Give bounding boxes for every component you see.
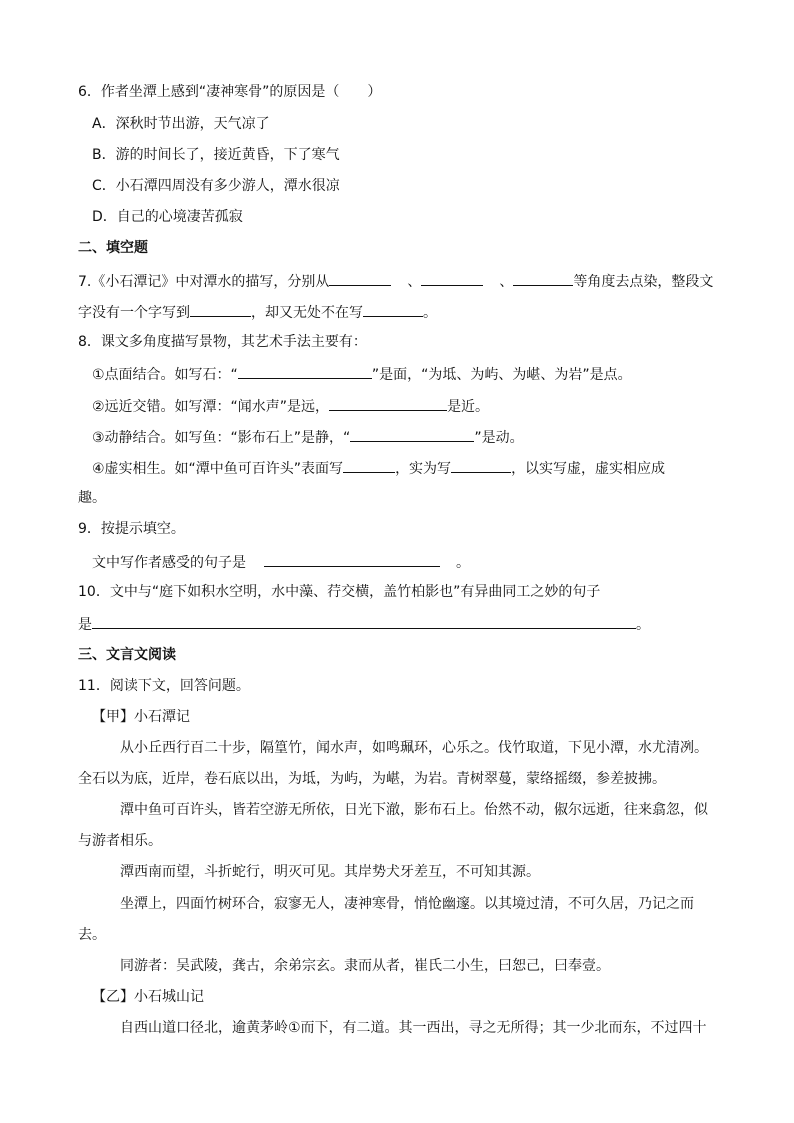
passage-yi-title: 【乙】小石城山记 xyxy=(92,989,204,1005)
q6-stem: 6．作者坐潭上感到“凄神寒骨”的原因是（ ） xyxy=(78,84,382,100)
q6-option-c: C．小石潭四周没有多少游人，潭水很凉 xyxy=(92,178,340,194)
q8-blank-5[interactable] xyxy=(451,459,511,473)
q11-stem: 11．阅读下文，回答问题。 xyxy=(78,678,250,694)
q7-text-4: ，却又无处不在写 xyxy=(251,305,363,321)
q8-item-4-text-c: ，以实写虚，虚实相应成 xyxy=(511,461,666,477)
q8-item-3-text-b: ”是动。 xyxy=(474,430,524,446)
q6-option-b: B．游的时间长了，接近黄昏，下了寒气 xyxy=(92,147,340,163)
q6-option-a: A．深秋时节出游，天气凉了 xyxy=(92,116,270,132)
q7-text-1: 7.《小石潭记》中对潭水的描写，分别从 xyxy=(78,274,330,290)
q7-blank-2[interactable] xyxy=(421,272,483,286)
q7-line2 xyxy=(78,303,437,321)
q8-item-2 xyxy=(92,397,489,415)
q10-stem: 10．文中与“庭下如积水空明，水中藻、荇交横，盖竹柏影也”有异曲同工之妙的句子 xyxy=(78,584,601,600)
q7-text-2: 等角度去点染，整段文 xyxy=(573,274,714,290)
q10-line xyxy=(78,615,650,633)
passage-jia-line-7: 去。 xyxy=(78,927,106,943)
q7-blank-1[interactable] xyxy=(329,272,391,286)
passage-jia-line-4: 与游者相乐。 xyxy=(78,833,162,849)
section-2-title: 二、填空题 xyxy=(78,240,148,256)
q10-blank[interactable] xyxy=(92,615,636,629)
q8-item-1-text-b: ”是面，“为坻、为屿、为嵁、为岩”是点。 xyxy=(371,367,632,383)
q8-blank-2[interactable] xyxy=(329,397,447,411)
passage-jia-title: 【甲】小石潭记 xyxy=(92,709,190,725)
passage-jia-line-2: 全石以为底，近岸，卷石底以出，为坻，为屿，为嵁，为岩。青树翠蔓，蒙络摇缀，参差披拂。 xyxy=(78,771,666,787)
q8-item-4-text-a: ④虚实相生。如“潭中鱼可百许头”表面写 xyxy=(92,461,344,477)
passage-jia-line-5: 潭西南而望，斗折蛇行，明灭可见。其岸势犬牙差互，不可知其源。 xyxy=(120,864,540,880)
q9-blank[interactable] xyxy=(264,553,440,567)
q7-sep-1: 、 xyxy=(407,274,422,290)
q10-text-b: 。 xyxy=(636,617,650,633)
q8-item-3 xyxy=(92,428,524,446)
q9-line xyxy=(92,553,470,571)
q8-item-3-text-a: ③动静结合。如写鱼：“影布石上”是静，“ xyxy=(92,430,351,446)
q6-option-d: D．自己的心境凄苦孤寂 xyxy=(92,209,243,225)
q8-blank-4[interactable] xyxy=(343,459,395,473)
q8-blank-1[interactable] xyxy=(238,365,372,379)
q9-stem: 9．按提示填空。 xyxy=(78,521,185,537)
q7-blank-5[interactable] xyxy=(363,303,423,317)
q9-text-a: 文中写作者感受的句子是 xyxy=(92,555,246,571)
q8-stem: 8．课文多角度描写景物，其艺术手法主要有： xyxy=(78,334,367,350)
q7-text-5: 。 xyxy=(423,305,437,321)
passage-jia-line-8: 同游者：吴武陵，龚古，余弟宗玄。隶而从者，崔氏二小生，曰恕己，曰奉壹。 xyxy=(120,958,610,974)
q7-blank-3[interactable] xyxy=(513,272,573,286)
q7-line1 xyxy=(78,272,713,290)
q8-item-1 xyxy=(92,365,632,383)
q8-item-4-text-b: ，实为写 xyxy=(395,461,452,477)
q8-blank-3[interactable] xyxy=(350,428,474,442)
passage-yi-line-1: 自西山道口径北，逾黄茅岭①而下，有二道。其一西出，寻之无所得；其一少北而东，不过四十 xyxy=(120,1020,707,1036)
passage-jia-line-6: 坐潭上，四面竹树环合，寂寥无人，凄神寒骨，悄怆幽邃。以其境过清，不可久居，乃记之而 xyxy=(120,896,694,912)
q8-item-1-text-a: ①点面结合。如写石：“ xyxy=(92,367,238,383)
section-3-title: 三、文言文阅读 xyxy=(78,647,176,663)
q10-text-a: 是 xyxy=(78,617,92,633)
passage-jia-line-1: 从小丘西行百二十步，隔篁竹，闻水声，如鸣珮环，心乐之。伐竹取道，下见小潭，水尤清冽。 xyxy=(120,740,708,756)
q7-text-3: 字没有一个字写到 xyxy=(78,305,190,321)
passage-jia-line-3: 潭中鱼可百许头，皆若空游无所依，日光下澈，影布石上。佁然不动，俶尔远逝，往来翕忽，似 xyxy=(120,802,708,818)
q8-item-2-text-a: ②远近交错。如写潭：“闻水声”是远， xyxy=(92,399,330,415)
q7-blank-4[interactable] xyxy=(190,303,251,317)
q8-item-4 xyxy=(92,459,665,477)
q7-sep-2: 、 xyxy=(499,274,514,290)
q9-text-b: 。 xyxy=(456,555,470,571)
q8-item-2-text-b: 是近。 xyxy=(447,399,490,415)
q8-item-4-continued: 趣。 xyxy=(78,490,106,506)
